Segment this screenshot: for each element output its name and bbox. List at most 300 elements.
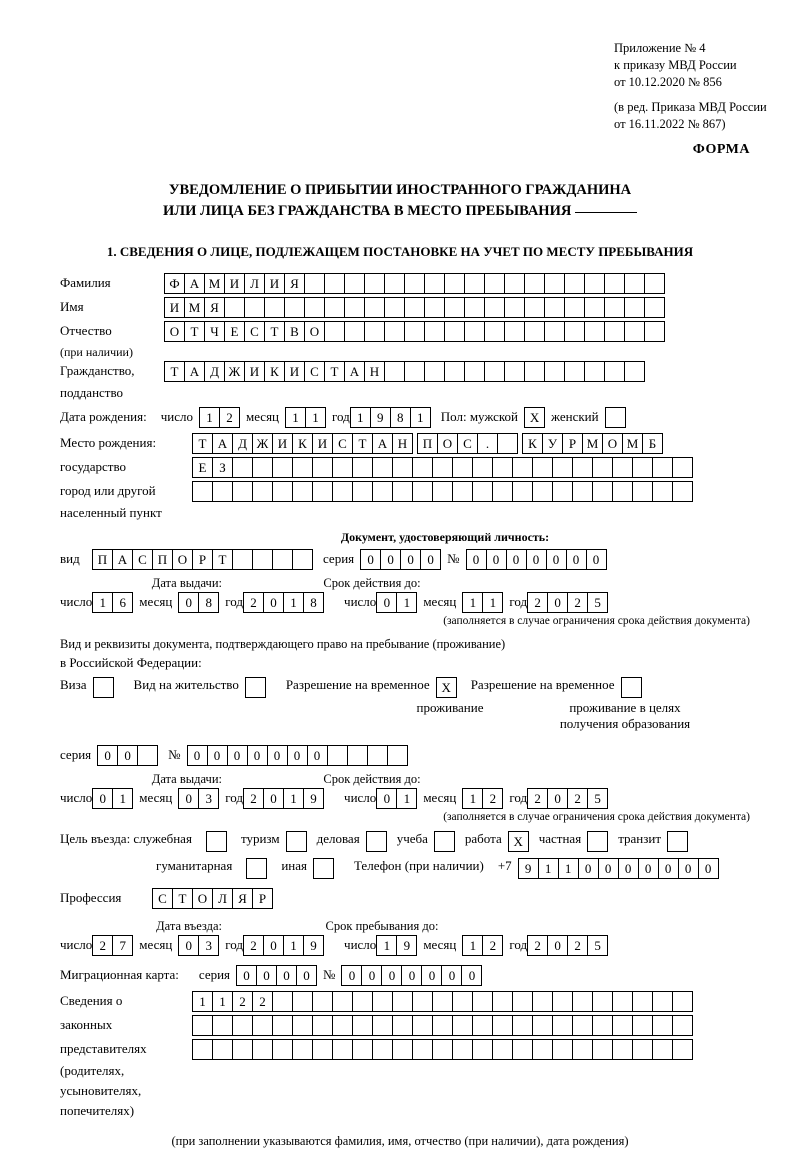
right-doc-valid-year-input[interactable] <box>527 788 608 809</box>
char-box[interactable]: 0 <box>547 788 568 809</box>
char-box[interactable]: 6 <box>112 592 133 613</box>
char-box[interactable]: Н <box>392 433 413 454</box>
char-box[interactable]: 2 <box>252 991 273 1012</box>
char-box[interactable]: Ф <box>164 273 185 294</box>
char-box[interactable] <box>372 1015 393 1036</box>
char-box[interactable]: С <box>244 321 265 342</box>
issue-month-input[interactable] <box>178 592 219 613</box>
char-box[interactable] <box>324 297 345 318</box>
char-box[interactable] <box>564 273 585 294</box>
char-box[interactable] <box>344 273 365 294</box>
right-doc-valid-month-input[interactable] <box>462 788 503 809</box>
char-box[interactable] <box>652 1039 673 1060</box>
char-box[interactable] <box>347 745 368 766</box>
char-box[interactable] <box>387 745 408 766</box>
char-box[interactable] <box>592 457 613 478</box>
birth-month-input[interactable] <box>285 407 326 428</box>
purpose-work-checkbox[interactable]: X <box>508 831 529 852</box>
birthplace-line-2-input[interactable] <box>192 457 693 478</box>
char-box[interactable] <box>372 991 393 1012</box>
char-box[interactable] <box>472 991 493 1012</box>
char-box[interactable]: 9 <box>370 407 391 428</box>
visa-checkbox[interactable] <box>93 677 114 698</box>
char-box[interactable]: А <box>112 549 133 570</box>
char-box[interactable] <box>404 273 425 294</box>
char-box[interactable]: 2 <box>219 407 240 428</box>
stay-year-input[interactable] <box>527 935 608 956</box>
char-box[interactable]: 1 <box>285 407 306 428</box>
purpose-tourism-checkbox[interactable] <box>286 831 307 852</box>
char-box[interactable]: А <box>184 361 205 382</box>
doc-kind-input[interactable] <box>92 549 313 570</box>
char-box[interactable] <box>592 1015 613 1036</box>
char-box[interactable] <box>472 481 493 502</box>
char-box[interactable]: 2 <box>527 788 548 809</box>
char-box[interactable] <box>364 321 385 342</box>
char-box[interactable]: 2 <box>243 935 264 956</box>
char-box[interactable]: 0 <box>187 745 208 766</box>
char-box[interactable]: 9 <box>518 858 539 879</box>
char-box[interactable]: И <box>164 297 185 318</box>
char-box[interactable]: И <box>224 273 245 294</box>
char-box[interactable] <box>232 457 253 478</box>
char-box[interactable] <box>464 273 485 294</box>
char-box[interactable]: 0 <box>678 858 699 879</box>
char-box[interactable]: 1 <box>482 592 503 613</box>
issue-year-input[interactable] <box>243 592 324 613</box>
char-box[interactable]: Е <box>224 321 245 342</box>
char-box[interactable] <box>352 991 373 1012</box>
right-doc-issue-year-input[interactable] <box>243 788 324 809</box>
char-box[interactable] <box>504 273 525 294</box>
char-box[interactable] <box>444 321 465 342</box>
char-box[interactable] <box>264 297 285 318</box>
char-box[interactable] <box>312 457 333 478</box>
char-box[interactable]: 0 <box>380 549 401 570</box>
char-box[interactable]: С <box>304 361 325 382</box>
char-box[interactable]: 2 <box>527 592 548 613</box>
char-box[interactable] <box>364 297 385 318</box>
char-box[interactable] <box>572 1015 593 1036</box>
char-box[interactable]: 0 <box>598 858 619 879</box>
sex-female-checkbox[interactable] <box>605 407 626 428</box>
char-box[interactable] <box>524 321 545 342</box>
char-box[interactable] <box>552 991 573 1012</box>
char-box[interactable]: 0 <box>287 745 308 766</box>
char-box[interactable] <box>424 361 445 382</box>
char-box[interactable]: 0 <box>296 965 317 986</box>
char-box[interactable] <box>312 991 333 1012</box>
char-box[interactable]: 0 <box>547 935 568 956</box>
char-box[interactable]: 1 <box>199 407 220 428</box>
char-box[interactable] <box>392 1015 413 1036</box>
char-box[interactable] <box>484 361 505 382</box>
char-box[interactable]: 1 <box>283 788 304 809</box>
right-doc-series-input[interactable] <box>97 745 158 766</box>
char-box[interactable]: 0 <box>506 549 527 570</box>
char-box[interactable]: 2 <box>243 788 264 809</box>
char-box[interactable]: 0 <box>618 858 639 879</box>
issue-day-input[interactable] <box>92 592 133 613</box>
char-box[interactable] <box>404 321 425 342</box>
char-box[interactable]: 0 <box>421 965 442 986</box>
char-box[interactable] <box>272 1039 293 1060</box>
char-box[interactable] <box>484 297 505 318</box>
char-box[interactable] <box>332 481 353 502</box>
char-box[interactable] <box>532 1015 553 1036</box>
char-box[interactable] <box>232 481 253 502</box>
char-box[interactable] <box>404 361 425 382</box>
char-box[interactable] <box>532 991 553 1012</box>
char-box[interactable]: 1 <box>283 592 304 613</box>
char-box[interactable] <box>252 549 273 570</box>
char-box[interactable] <box>272 1015 293 1036</box>
char-box[interactable] <box>497 433 518 454</box>
char-box[interactable] <box>612 991 633 1012</box>
char-box[interactable] <box>224 297 245 318</box>
char-box[interactable] <box>212 1015 233 1036</box>
purpose-private-checkbox[interactable] <box>587 831 608 852</box>
char-box[interactable] <box>652 481 673 502</box>
char-box[interactable]: 1 <box>283 935 304 956</box>
char-box[interactable] <box>672 457 693 478</box>
char-box[interactable] <box>432 457 453 478</box>
char-box[interactable]: 0 <box>361 965 382 986</box>
char-box[interactable]: 0 <box>360 549 381 570</box>
char-box[interactable] <box>572 457 593 478</box>
char-box[interactable]: А <box>184 273 205 294</box>
char-box[interactable]: 1 <box>92 592 113 613</box>
char-box[interactable]: 0 <box>376 788 397 809</box>
char-box[interactable] <box>292 1039 313 1060</box>
char-box[interactable] <box>552 457 573 478</box>
char-box[interactable]: А <box>372 433 393 454</box>
char-box[interactable] <box>292 549 313 570</box>
char-box[interactable] <box>392 1039 413 1060</box>
char-box[interactable]: 0 <box>256 965 277 986</box>
char-box[interactable]: 0 <box>97 745 118 766</box>
char-box[interactable] <box>212 1039 233 1060</box>
char-box[interactable] <box>492 1039 513 1060</box>
char-box[interactable]: 8 <box>198 592 219 613</box>
char-box[interactable] <box>604 273 625 294</box>
char-box[interactable] <box>592 481 613 502</box>
char-box[interactable] <box>324 321 345 342</box>
char-box[interactable] <box>424 321 445 342</box>
char-box[interactable] <box>624 297 645 318</box>
char-box[interactable] <box>312 481 333 502</box>
char-box[interactable]: 0 <box>307 745 328 766</box>
char-box[interactable] <box>444 273 465 294</box>
char-box[interactable] <box>532 481 553 502</box>
char-box[interactable]: З <box>212 457 233 478</box>
char-box[interactable]: 2 <box>232 991 253 1012</box>
char-box[interactable]: 0 <box>526 549 547 570</box>
char-box[interactable]: 1 <box>305 407 326 428</box>
char-box[interactable] <box>432 481 453 502</box>
char-box[interactable]: 1 <box>112 788 133 809</box>
char-box[interactable]: Т <box>172 888 193 909</box>
char-box[interactable] <box>232 549 253 570</box>
char-box[interactable] <box>352 1015 373 1036</box>
char-box[interactable] <box>572 991 593 1012</box>
purpose-transit-checkbox[interactable] <box>667 831 688 852</box>
char-box[interactable] <box>484 273 505 294</box>
name-input[interactable] <box>164 297 665 318</box>
right-doc-valid-day-input[interactable] <box>376 788 417 809</box>
legal-rep-line-2-input[interactable] <box>192 1015 693 1036</box>
char-box[interactable] <box>672 1039 693 1060</box>
residence-permit-checkbox[interactable] <box>245 677 266 698</box>
valid-month-input[interactable] <box>462 592 503 613</box>
char-box[interactable] <box>592 1039 613 1060</box>
char-box[interactable]: Р <box>252 888 273 909</box>
char-box[interactable] <box>504 297 525 318</box>
char-box[interactable] <box>452 991 473 1012</box>
char-box[interactable] <box>464 361 485 382</box>
char-box[interactable] <box>584 273 605 294</box>
char-box[interactable]: 0 <box>461 965 482 986</box>
char-box[interactable] <box>532 1039 553 1060</box>
char-box[interactable] <box>552 1015 573 1036</box>
char-box[interactable] <box>504 361 525 382</box>
right-doc-number-input[interactable] <box>187 745 408 766</box>
char-box[interactable]: 9 <box>396 935 417 956</box>
char-box[interactable]: А <box>212 433 233 454</box>
char-box[interactable]: 1 <box>212 991 233 1012</box>
char-box[interactable] <box>312 1039 333 1060</box>
char-box[interactable]: 2 <box>527 935 548 956</box>
char-box[interactable]: 0 <box>486 549 507 570</box>
char-box[interactable] <box>492 457 513 478</box>
char-box[interactable] <box>332 991 353 1012</box>
purpose-other-checkbox[interactable] <box>313 858 334 879</box>
char-box[interactable]: 0 <box>263 592 284 613</box>
char-box[interactable]: Е <box>192 457 213 478</box>
char-box[interactable] <box>592 991 613 1012</box>
char-box[interactable]: К <box>292 433 313 454</box>
char-box[interactable] <box>412 1039 433 1060</box>
char-box[interactable] <box>452 457 473 478</box>
char-box[interactable]: Т <box>164 361 185 382</box>
char-box[interactable] <box>512 457 533 478</box>
purpose-service-checkbox[interactable] <box>206 831 227 852</box>
char-box[interactable] <box>584 297 605 318</box>
char-box[interactable] <box>464 297 485 318</box>
char-box[interactable]: С <box>457 433 478 454</box>
char-box[interactable]: Т <box>192 433 213 454</box>
char-box[interactable]: Л <box>212 888 233 909</box>
surname-input[interactable] <box>164 273 665 294</box>
char-box[interactable] <box>424 297 445 318</box>
char-box[interactable] <box>552 481 573 502</box>
purpose-business-checkbox[interactable] <box>366 831 387 852</box>
char-box[interactable]: 0 <box>381 965 402 986</box>
char-box[interactable]: И <box>284 361 305 382</box>
char-box[interactable] <box>672 1015 693 1036</box>
char-box[interactable]: Т <box>352 433 373 454</box>
char-box[interactable] <box>572 481 593 502</box>
legal-rep-line-3-input[interactable] <box>192 1039 693 1060</box>
char-box[interactable]: Т <box>184 321 205 342</box>
char-box[interactable] <box>632 481 653 502</box>
char-box[interactable] <box>572 1039 593 1060</box>
char-box[interactable] <box>512 991 533 1012</box>
char-box[interactable]: 1 <box>396 592 417 613</box>
char-box[interactable] <box>352 457 373 478</box>
char-box[interactable]: 0 <box>401 965 422 986</box>
char-box[interactable] <box>512 481 533 502</box>
char-box[interactable]: 0 <box>247 745 268 766</box>
char-box[interactable] <box>584 321 605 342</box>
char-box[interactable] <box>412 991 433 1012</box>
char-box[interactable] <box>292 481 313 502</box>
char-box[interactable] <box>344 321 365 342</box>
char-box[interactable]: О <box>602 433 623 454</box>
char-box[interactable] <box>392 991 413 1012</box>
char-box[interactable] <box>252 1015 273 1036</box>
char-box[interactable] <box>352 481 373 502</box>
char-box[interactable]: 0 <box>420 549 441 570</box>
char-box[interactable] <box>652 1015 673 1036</box>
sex-male-checkbox[interactable]: X <box>524 407 545 428</box>
char-box[interactable]: 5 <box>587 788 608 809</box>
char-box[interactable] <box>624 273 645 294</box>
char-box[interactable] <box>624 361 645 382</box>
char-box[interactable]: М <box>184 297 205 318</box>
char-box[interactable]: К <box>522 433 543 454</box>
char-box[interactable] <box>304 273 325 294</box>
char-box[interactable] <box>424 273 445 294</box>
char-box[interactable] <box>544 361 565 382</box>
phone-input[interactable] <box>518 858 719 879</box>
char-box[interactable]: И <box>244 361 265 382</box>
char-box[interactable] <box>492 481 513 502</box>
migration-series-input[interactable] <box>236 965 317 986</box>
char-box[interactable] <box>384 273 405 294</box>
char-box[interactable] <box>632 457 653 478</box>
char-box[interactable]: М <box>582 433 603 454</box>
char-box[interactable] <box>444 297 465 318</box>
char-box[interactable]: . <box>477 433 498 454</box>
char-box[interactable] <box>192 1015 213 1036</box>
char-box[interactable]: 0 <box>566 549 587 570</box>
char-box[interactable] <box>137 745 158 766</box>
purpose-study-checkbox[interactable] <box>434 831 455 852</box>
char-box[interactable] <box>544 273 565 294</box>
char-box[interactable] <box>644 321 665 342</box>
char-box[interactable] <box>384 361 405 382</box>
char-box[interactable] <box>492 991 513 1012</box>
doc-number-input[interactable] <box>466 549 607 570</box>
char-box[interactable] <box>367 745 388 766</box>
char-box[interactable] <box>632 1015 653 1036</box>
char-box[interactable]: 2 <box>482 935 503 956</box>
char-box[interactable]: 1 <box>396 788 417 809</box>
char-box[interactable]: О <box>192 888 213 909</box>
entry-day-input[interactable] <box>92 935 133 956</box>
char-box[interactable] <box>644 273 665 294</box>
char-box[interactable] <box>292 991 313 1012</box>
char-box[interactable]: 0 <box>638 858 659 879</box>
char-box[interactable]: 3 <box>198 935 219 956</box>
char-box[interactable]: 0 <box>267 745 288 766</box>
char-box[interactable] <box>472 1039 493 1060</box>
char-box[interactable]: Л <box>244 273 265 294</box>
char-box[interactable]: 0 <box>178 935 199 956</box>
char-box[interactable] <box>232 1015 253 1036</box>
entry-year-input[interactable] <box>243 935 324 956</box>
char-box[interactable]: 0 <box>546 549 567 570</box>
citizenship-input[interactable] <box>164 361 645 382</box>
char-box[interactable]: 0 <box>227 745 248 766</box>
char-box[interactable] <box>464 321 485 342</box>
right-doc-issue-day-input[interactable] <box>92 788 133 809</box>
char-box[interactable] <box>232 1039 253 1060</box>
char-box[interactable] <box>604 361 625 382</box>
char-box[interactable] <box>544 321 565 342</box>
char-box[interactable] <box>452 481 473 502</box>
char-box[interactable]: М <box>204 273 225 294</box>
char-box[interactable] <box>252 481 273 502</box>
char-box[interactable]: Ч <box>204 321 225 342</box>
char-box[interactable]: 0 <box>547 592 568 613</box>
birthplace-line-1-input[interactable] <box>192 433 663 454</box>
temporary-residence-checkbox[interactable]: X <box>436 677 457 698</box>
stay-month-input[interactable] <box>462 935 503 956</box>
char-box[interactable]: П <box>152 549 173 570</box>
char-box[interactable] <box>624 321 645 342</box>
char-box[interactable] <box>284 297 305 318</box>
char-box[interactable] <box>432 1039 453 1060</box>
char-box[interactable] <box>432 1015 453 1036</box>
char-box[interactable]: 5 <box>587 935 608 956</box>
char-box[interactable] <box>392 481 413 502</box>
right-doc-issue-month-input[interactable] <box>178 788 219 809</box>
char-box[interactable] <box>584 361 605 382</box>
char-box[interactable]: 0 <box>263 935 284 956</box>
char-box[interactable] <box>392 457 413 478</box>
char-box[interactable]: 0 <box>276 965 297 986</box>
char-box[interactable]: В <box>284 321 305 342</box>
char-box[interactable]: 1 <box>192 991 213 1012</box>
char-box[interactable] <box>612 1039 633 1060</box>
char-box[interactable]: 9 <box>303 788 324 809</box>
char-box[interactable]: Ж <box>224 361 245 382</box>
char-box[interactable] <box>272 549 293 570</box>
char-box[interactable] <box>512 1015 533 1036</box>
char-box[interactable] <box>492 1015 513 1036</box>
char-box[interactable] <box>564 361 585 382</box>
char-box[interactable]: 0 <box>441 965 462 986</box>
char-box[interactable]: И <box>264 273 285 294</box>
char-box[interactable] <box>524 361 545 382</box>
char-box[interactable]: 0 <box>341 965 362 986</box>
char-box[interactable] <box>272 991 293 1012</box>
char-box[interactable] <box>192 481 213 502</box>
char-box[interactable]: О <box>304 321 325 342</box>
char-box[interactable]: 2 <box>567 935 588 956</box>
char-box[interactable]: 1 <box>558 858 579 879</box>
char-box[interactable]: 5 <box>587 592 608 613</box>
char-box[interactable] <box>452 1039 473 1060</box>
char-box[interactable]: 0 <box>207 745 228 766</box>
char-box[interactable] <box>532 457 553 478</box>
char-box[interactable]: И <box>272 433 293 454</box>
char-box[interactable] <box>472 457 493 478</box>
char-box[interactable] <box>244 297 265 318</box>
char-box[interactable]: 0 <box>92 788 113 809</box>
